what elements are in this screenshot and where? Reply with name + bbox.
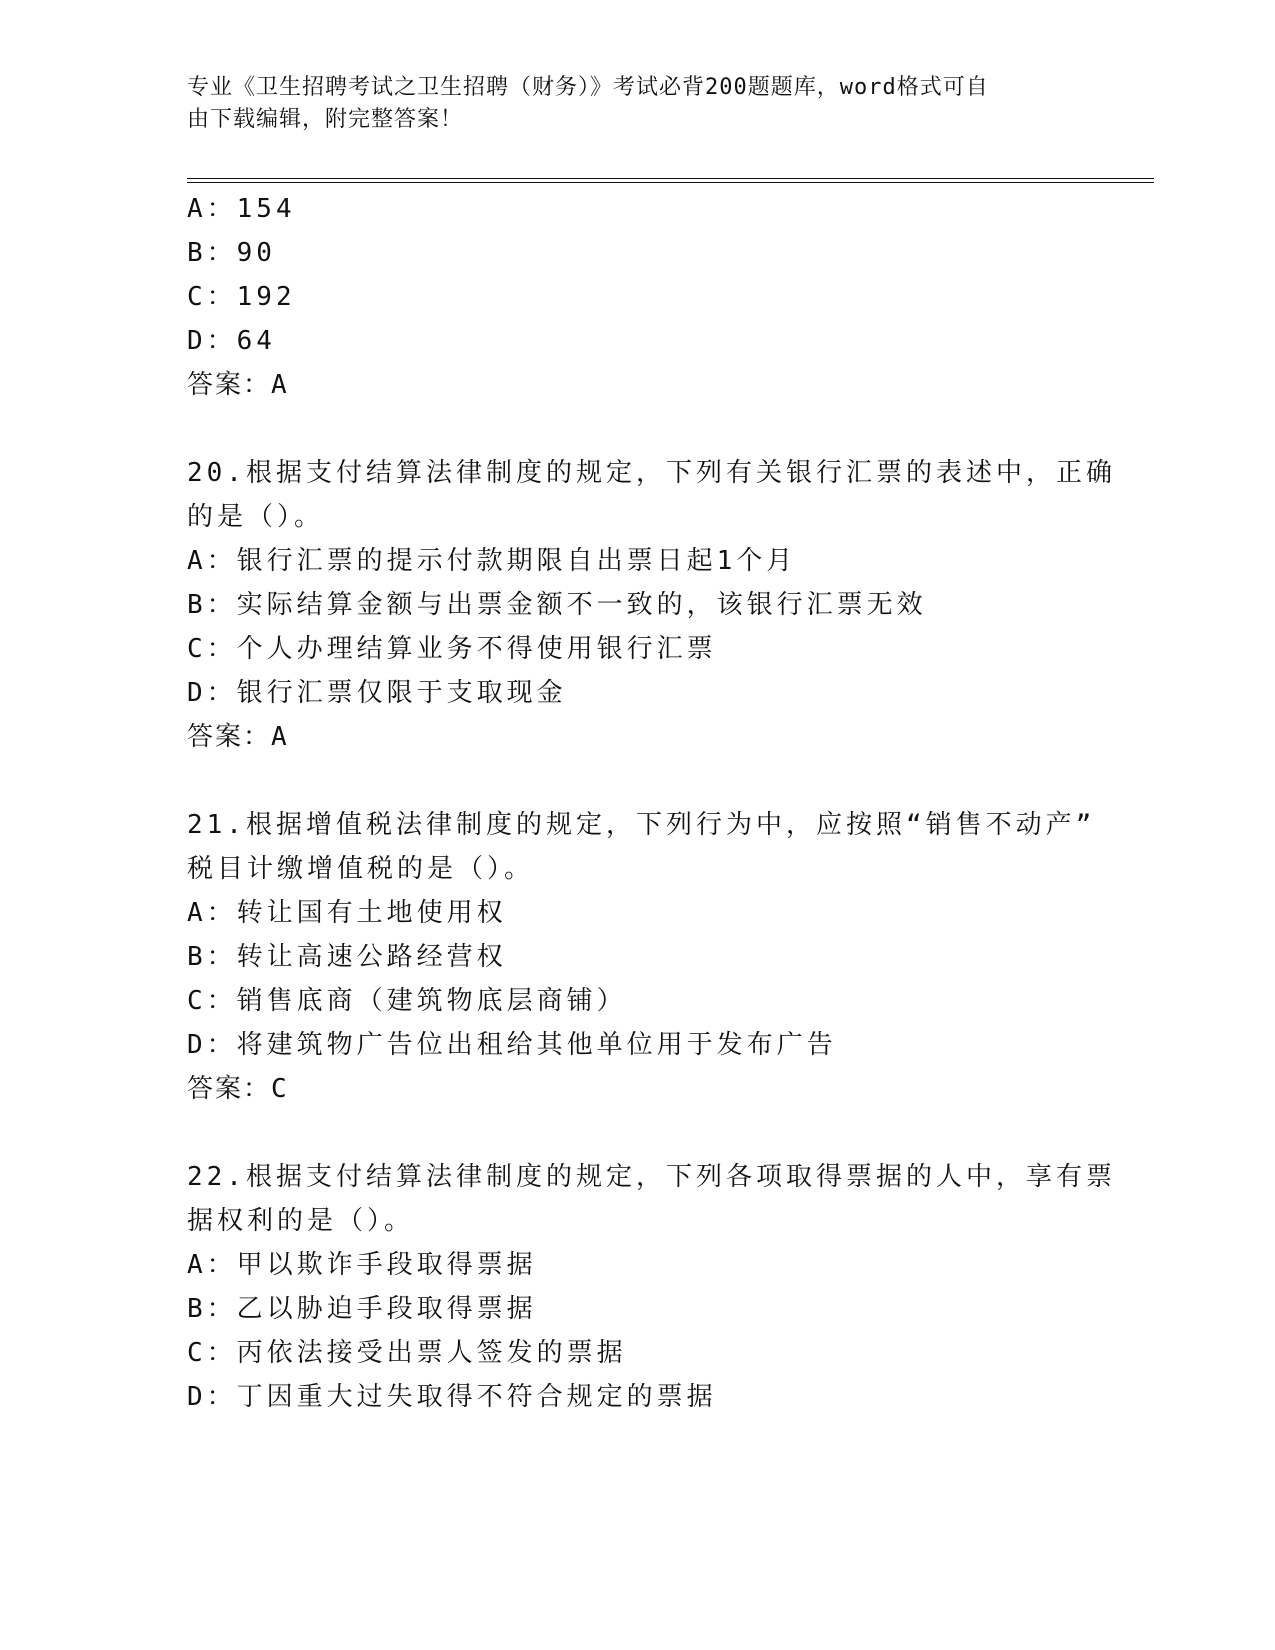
q20-answer: 答案：A xyxy=(187,722,289,752)
q20-option-c: C：个人办理结算业务不得使用银行汇票 xyxy=(187,634,717,664)
header-line-1: 专业《卫生招聘考试之卫生招聘（财务）》考试必背200题题库，word格式可自 xyxy=(187,75,989,100)
q21-option-a: A：转让国有土地使用权 xyxy=(187,898,507,928)
q21-option-d: D：将建筑物广告位出租给其他单位用于发布广告 xyxy=(187,1030,837,1060)
q20-stem-line-2: 的是（）。 xyxy=(187,502,325,532)
q21-stem-line-1: 21.根据增值税法律制度的规定，下列行为中，应按照“销售不动产” xyxy=(187,810,1096,840)
q20-option-b: B：实际结算金额与出票金额不一致的，该银行汇票无效 xyxy=(187,590,927,620)
q22-option-c: C：丙依法接受出票人签发的票据 xyxy=(187,1338,627,1368)
q22-stem-line-2: 据权利的是（）。 xyxy=(187,1206,415,1236)
q22-option-d: D：丁因重大过失取得不符合规定的票据 xyxy=(187,1382,717,1412)
q20-option-a: A：银行汇票的提示付款期限自出票日起1个月 xyxy=(187,546,797,576)
q22-option-a: A：甲以欺诈手段取得票据 xyxy=(187,1250,537,1280)
q21-answer: 答案：C xyxy=(187,1074,289,1104)
q19-option-a: A：154 xyxy=(187,194,296,224)
q19-option-c: C：192 xyxy=(187,282,296,312)
header-line-2: 由下载编辑，附完整答案！ xyxy=(187,107,464,132)
q22-stem-line-1: 22.根据支付结算法律制度的规定，下列各项取得票据的人中，享有票 xyxy=(187,1162,1116,1192)
q20-stem-line-1: 20.根据支付结算法律制度的规定，下列有关银行汇票的表述中，正确 xyxy=(187,458,1116,488)
document-header xyxy=(187,72,1067,136)
q19-option-d: D：64 xyxy=(187,326,276,356)
q21-stem-line-2: 税目计缴增值税的是（）。 xyxy=(187,854,535,884)
q22-option-b: B：乙以胁迫手段取得票据 xyxy=(187,1294,537,1324)
q21-option-b: B：转让高速公路经营权 xyxy=(187,942,507,972)
header-rule-bottom xyxy=(187,182,1154,183)
q21-option-c: C：销售底商（建筑物底层商铺） xyxy=(187,986,627,1016)
header-rule-top xyxy=(187,178,1154,179)
q20-option-d: D：银行汇票仅限于支取现金 xyxy=(187,678,567,708)
q19-answer: 答案：A xyxy=(187,370,289,400)
q19-option-b: B：90 xyxy=(187,238,276,268)
